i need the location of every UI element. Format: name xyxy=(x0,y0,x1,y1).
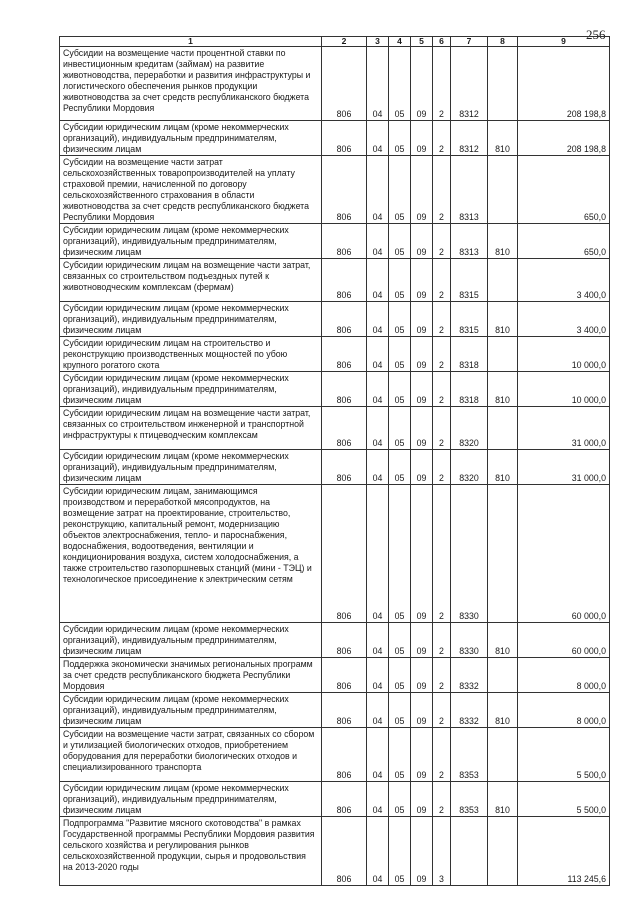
row-description: Субсидии на возмещение части процентной ставки по инвестиционным кредитам (займам) на развитие животноводства, переработки и развития инфраструктуры и логистического обеспечения рынков продукции животноводства за счет средств республиканского бюджета Республики Мордовия xyxy=(60,47,322,121)
row-code-program: 09 xyxy=(411,121,433,156)
row-code-program: 09 xyxy=(411,485,433,623)
row-code-target: 8318 xyxy=(451,337,488,372)
row-code-section: 04 xyxy=(367,121,389,156)
row-code-target xyxy=(451,817,488,886)
row-description: Подпрограмма "Развитие мясного скотоводства" в рамках Государственной программы Республики Мордовия развития сельского хозяйства и регулирования рынков сельскохозяйственной продукции, сырья и продовольствия на 2013-2020 годы xyxy=(60,817,322,886)
row-code-admin: 806 xyxy=(322,407,367,450)
row-description: Субсидии юридическим лицам, занимающимся производством и переработкой мясопродуктов, на возмещение затрат на проектирование, строительство, реконструкцию, капитальный ремонт, модернизацию объектов электроснабжения, тепло- и пароснабжения, водоснабжения, водоотведения, вентиляции и кондиционирования воздуха, систем холодоснабжения, а также строительство газопоршневых станций (мини - ТЭЦ) и технологическое присоединение к электрическим сетям xyxy=(60,485,322,623)
row-amount: 208 198,8 xyxy=(518,47,610,121)
row-code-subprogram: 2 xyxy=(433,224,451,259)
row-code-admin: 806 xyxy=(322,623,367,658)
row-amount: 10 000,0 xyxy=(518,337,610,372)
row-code-target: 8315 xyxy=(451,302,488,337)
row-code-subprogram: 3 xyxy=(433,817,451,886)
row-code-admin: 806 xyxy=(322,156,367,224)
row-amount: 8 000,0 xyxy=(518,658,610,693)
row-code-section: 04 xyxy=(367,302,389,337)
row-code-expense-type xyxy=(488,817,518,886)
row-amount: 650,0 xyxy=(518,156,610,224)
table-row xyxy=(60,817,610,886)
table-row xyxy=(60,121,610,156)
row-code-subsection: 05 xyxy=(389,47,411,121)
row-code-program: 09 xyxy=(411,372,433,407)
row-code-subsection: 05 xyxy=(389,485,411,623)
table-row xyxy=(60,224,610,259)
row-code-section: 04 xyxy=(367,337,389,372)
row-code-section: 04 xyxy=(367,485,389,623)
row-code-target: 8353 xyxy=(451,782,488,817)
header-col-4: 4 xyxy=(389,37,411,47)
row-code-target: 8315 xyxy=(451,259,488,302)
row-code-admin: 806 xyxy=(322,224,367,259)
row-code-program: 09 xyxy=(411,407,433,450)
row-code-section: 04 xyxy=(367,623,389,658)
row-code-admin: 806 xyxy=(322,450,367,485)
row-code-target: 8332 xyxy=(451,693,488,728)
row-description: Субсидии на возмещение части затрат, связанных со сбором и утилизацией биологических отходов, приобретением оборудования для переработки биологических отходов и специализированного транспорта xyxy=(60,728,322,782)
row-code-section: 04 xyxy=(367,407,389,450)
row-code-expense-type: 810 xyxy=(488,302,518,337)
row-code-expense-type: 810 xyxy=(488,782,518,817)
row-amount: 5 500,0 xyxy=(518,728,610,782)
row-description: Субсидии юридическим лицам на строительство и реконструкцию производственных мощностей по убою крупного рогатого скота xyxy=(60,337,322,372)
row-code-admin: 806 xyxy=(322,337,367,372)
row-code-section: 04 xyxy=(367,259,389,302)
row-code-expense-type xyxy=(488,728,518,782)
row-code-admin: 806 xyxy=(322,47,367,121)
row-code-expense-type: 810 xyxy=(488,450,518,485)
row-code-subsection: 05 xyxy=(389,728,411,782)
row-code-section: 04 xyxy=(367,782,389,817)
row-code-section: 04 xyxy=(367,658,389,693)
row-code-program: 09 xyxy=(411,658,433,693)
row-code-program: 09 xyxy=(411,450,433,485)
row-code-admin: 806 xyxy=(322,693,367,728)
row-code-subprogram: 2 xyxy=(433,121,451,156)
row-code-target: 8320 xyxy=(451,450,488,485)
row-code-subsection: 05 xyxy=(389,658,411,693)
row-description: Субсидии юридическим лицам (кроме некоммерческих организаций), индивидуальным предпринимателям, физическим лицам xyxy=(60,302,322,337)
row-code-expense-type: 810 xyxy=(488,372,518,407)
row-code-admin: 806 xyxy=(322,782,367,817)
row-code-subsection: 05 xyxy=(389,782,411,817)
table-row xyxy=(60,302,610,337)
row-code-admin: 806 xyxy=(322,817,367,886)
row-code-target: 8312 xyxy=(451,121,488,156)
row-code-program: 09 xyxy=(411,623,433,658)
row-code-target: 8313 xyxy=(451,156,488,224)
row-description: Субсидии юридическим лицам на возмещение части затрат, связанных со строительством подъездных путей к животноводческим комплексам (фермам) xyxy=(60,259,322,302)
header-col-3: 3 xyxy=(367,37,389,47)
row-code-program: 09 xyxy=(411,224,433,259)
row-code-subsection: 05 xyxy=(389,156,411,224)
row-code-section: 04 xyxy=(367,693,389,728)
row-amount: 3 400,0 xyxy=(518,259,610,302)
row-code-subsection: 05 xyxy=(389,693,411,728)
row-amount: 31 000,0 xyxy=(518,450,610,485)
row-code-admin: 806 xyxy=(322,728,367,782)
table-row xyxy=(60,407,610,450)
row-amount: 60 000,0 xyxy=(518,485,610,623)
row-code-target: 8330 xyxy=(451,485,488,623)
row-code-subprogram: 2 xyxy=(433,782,451,817)
header-row xyxy=(60,37,610,47)
row-code-subprogram: 2 xyxy=(433,623,451,658)
table-row xyxy=(60,372,610,407)
row-code-target: 8318 xyxy=(451,372,488,407)
row-code-subsection: 05 xyxy=(389,224,411,259)
row-code-target: 8332 xyxy=(451,658,488,693)
row-code-program: 09 xyxy=(411,156,433,224)
row-code-subsection: 05 xyxy=(389,623,411,658)
row-code-target: 8312 xyxy=(451,47,488,121)
row-amount: 113 245,6 xyxy=(518,817,610,886)
row-code-expense-type xyxy=(488,259,518,302)
row-code-program: 09 xyxy=(411,728,433,782)
row-amount: 10 000,0 xyxy=(518,372,610,407)
row-description: Субсидии юридическим лицам (кроме некоммерческих организаций), индивидуальным предпринимателям, физическим лицам xyxy=(60,782,322,817)
table-row xyxy=(60,658,610,693)
row-code-expense-type xyxy=(488,337,518,372)
row-code-target: 8320 xyxy=(451,407,488,450)
row-code-subsection: 05 xyxy=(389,372,411,407)
header-col-1: 1 xyxy=(60,37,322,47)
row-code-expense-type: 810 xyxy=(488,224,518,259)
row-description: Субсидии юридическим лицам (кроме некоммерческих организаций), индивидуальным предпринимателям, физическим лицам xyxy=(60,450,322,485)
row-code-section: 04 xyxy=(367,450,389,485)
table-row xyxy=(60,337,610,372)
row-code-subsection: 05 xyxy=(389,817,411,886)
row-description: Субсидии юридическим лицам (кроме некоммерческих организаций), индивидуальным предпринимателям, физическим лицам xyxy=(60,623,322,658)
header-col-2: 2 xyxy=(322,37,367,47)
table-row xyxy=(60,693,610,728)
row-code-expense-type xyxy=(488,485,518,623)
row-code-section: 04 xyxy=(367,372,389,407)
row-description: Субсидии на возмещение части затрат сельскохозяйственных товаропроизводителей на уплату страховой премии, начисленной по договору сельскохозяйственного страхования в области животноводства за счет средств республиканского бюджета Республики Мордовия xyxy=(60,156,322,224)
row-code-subprogram: 2 xyxy=(433,259,451,302)
row-amount: 31 000,0 xyxy=(518,407,610,450)
row-description: Субсидии юридическим лицам (кроме некоммерческих организаций), индивидуальным предпринимателям, физическим лицам xyxy=(60,121,322,156)
row-code-expense-type xyxy=(488,156,518,224)
row-code-admin: 806 xyxy=(322,259,367,302)
row-code-expense-type: 810 xyxy=(488,623,518,658)
row-code-program: 09 xyxy=(411,693,433,728)
table-row xyxy=(60,450,610,485)
row-description: Субсидии юридическим лицам (кроме некоммерческих организаций), индивидуальным предпринимателям, физическим лицам xyxy=(60,693,322,728)
row-code-program: 09 xyxy=(411,817,433,886)
header-col-9: 9 xyxy=(518,37,610,47)
row-code-admin: 806 xyxy=(322,121,367,156)
row-code-subprogram: 2 xyxy=(433,156,451,224)
row-description: Поддержка экономически значимых региональных программ за счет средств республиканского бюджета Республики Мордовия xyxy=(60,658,322,693)
row-code-subsection: 05 xyxy=(389,450,411,485)
row-code-program: 09 xyxy=(411,782,433,817)
row-code-program: 09 xyxy=(411,337,433,372)
row-code-subprogram: 2 xyxy=(433,47,451,121)
table-row xyxy=(60,47,610,121)
row-description: Субсидии юридическим лицам (кроме некоммерческих организаций), индивидуальным предпринимателям, физическим лицам xyxy=(60,372,322,407)
row-code-target: 8330 xyxy=(451,623,488,658)
row-code-expense-type xyxy=(488,47,518,121)
row-code-subsection: 05 xyxy=(389,302,411,337)
row-code-subprogram: 2 xyxy=(433,450,451,485)
row-description: Субсидии юридическим лицам (кроме некоммерческих организаций), индивидуальным предпринимателям, физическим лицам xyxy=(60,224,322,259)
row-code-subprogram: 2 xyxy=(433,658,451,693)
table-row xyxy=(60,623,610,658)
row-code-section: 04 xyxy=(367,728,389,782)
row-code-subprogram: 2 xyxy=(433,728,451,782)
row-code-program: 09 xyxy=(411,47,433,121)
row-code-section: 04 xyxy=(367,224,389,259)
row-amount: 650,0 xyxy=(518,224,610,259)
row-code-subprogram: 2 xyxy=(433,407,451,450)
header-col-5: 5 xyxy=(411,37,433,47)
header-col-7: 7 xyxy=(451,37,488,47)
budget-table xyxy=(59,36,610,886)
row-code-subprogram: 2 xyxy=(433,337,451,372)
row-code-admin: 806 xyxy=(322,658,367,693)
row-amount: 5 500,0 xyxy=(518,782,610,817)
table-row xyxy=(60,485,610,623)
row-code-program: 09 xyxy=(411,302,433,337)
row-code-subsection: 05 xyxy=(389,259,411,302)
row-code-subprogram: 2 xyxy=(433,372,451,407)
row-code-expense-type: 810 xyxy=(488,121,518,156)
row-code-subsection: 05 xyxy=(389,407,411,450)
table-row xyxy=(60,782,610,817)
row-description: Субсидии юридическим лицам на возмещение части затрат, связанных со строительством инженерной и транспортной инфраструктуры к птицеводческим комплексам xyxy=(60,407,322,450)
row-amount: 8 000,0 xyxy=(518,693,610,728)
table-row xyxy=(60,259,610,302)
page-number: 256 xyxy=(586,27,606,42)
row-code-expense-type xyxy=(488,658,518,693)
row-code-subprogram: 2 xyxy=(433,693,451,728)
row-code-program: 09 xyxy=(411,259,433,302)
row-amount: 3 400,0 xyxy=(518,302,610,337)
row-code-target: 8353 xyxy=(451,728,488,782)
row-amount: 60 000,0 xyxy=(518,623,610,658)
row-code-subsection: 05 xyxy=(389,121,411,156)
row-code-target: 8313 xyxy=(451,224,488,259)
row-code-section: 04 xyxy=(367,817,389,886)
row-code-expense-type xyxy=(488,407,518,450)
row-code-section: 04 xyxy=(367,156,389,224)
row-code-admin: 806 xyxy=(322,485,367,623)
header-col-6: 6 xyxy=(433,37,451,47)
row-code-expense-type: 810 xyxy=(488,693,518,728)
header-col-8: 8 xyxy=(488,37,518,47)
row-amount: 208 198,8 xyxy=(518,121,610,156)
row-code-admin: 806 xyxy=(322,302,367,337)
table-row xyxy=(60,156,610,224)
row-code-admin: 806 xyxy=(322,372,367,407)
row-code-section: 04 xyxy=(367,47,389,121)
row-code-subsection: 05 xyxy=(389,337,411,372)
row-code-subprogram: 2 xyxy=(433,485,451,623)
row-code-subprogram: 2 xyxy=(433,302,451,337)
table-row xyxy=(60,728,610,782)
